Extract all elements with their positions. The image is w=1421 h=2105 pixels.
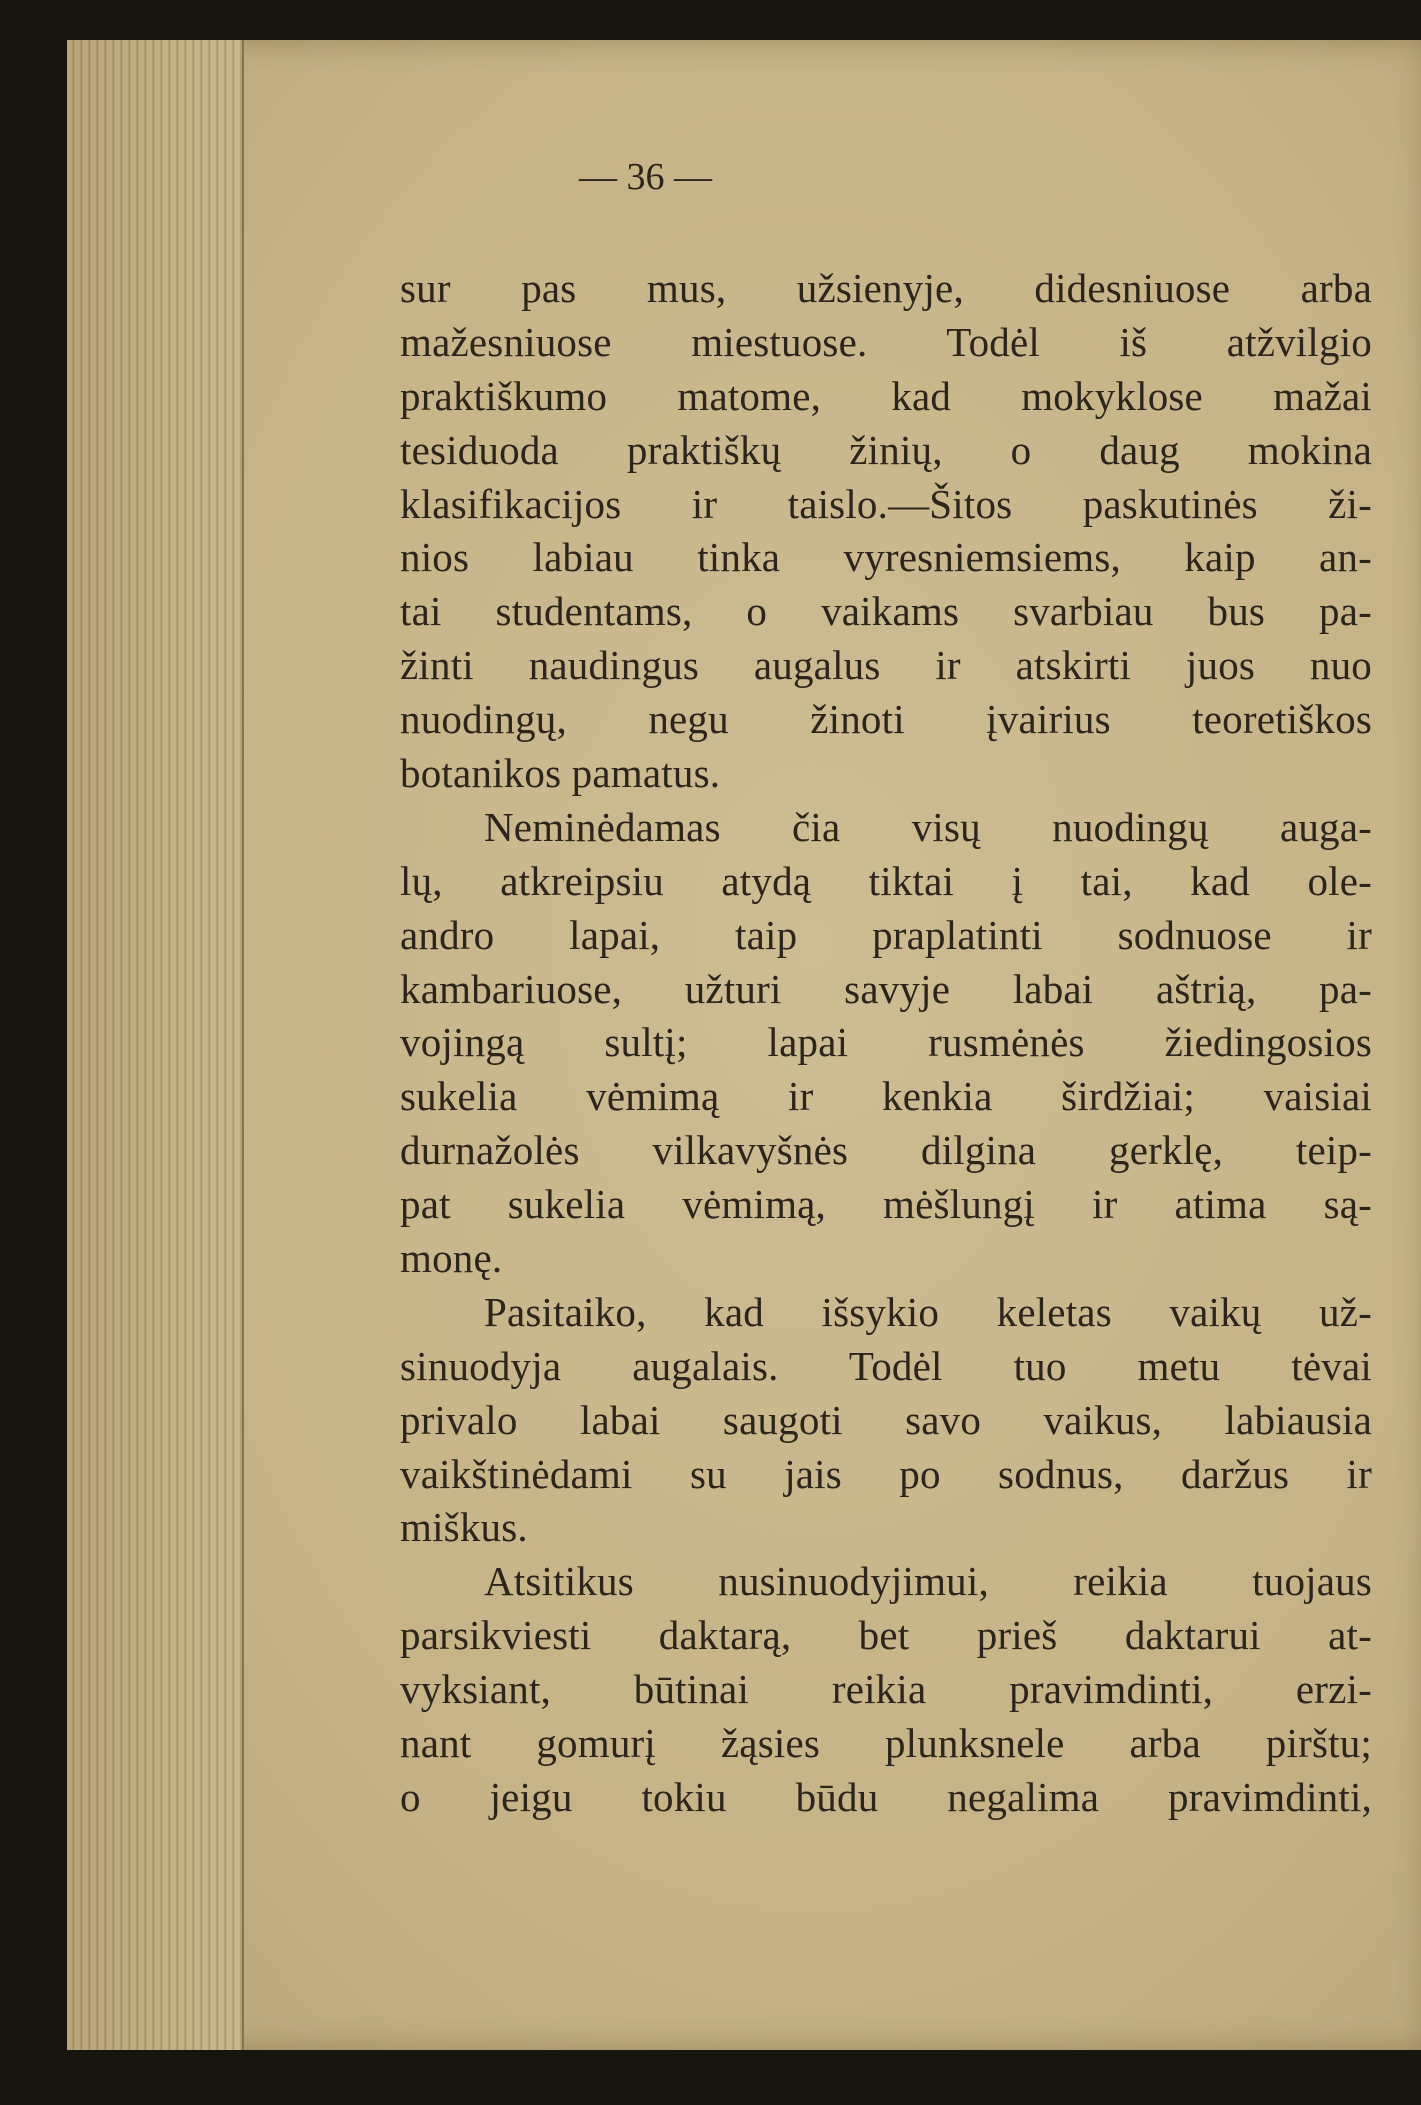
text-line: nant gomurį žąsies plunksnele arba pirštu; xyxy=(400,1720,1372,1767)
page-number-container xyxy=(0,155,1421,199)
text-line: parsikviesti daktarą, bet prieš daktarui at- xyxy=(400,1612,1372,1659)
text-line: pat sukelia vėmimą, mėšlungį ir atima są- xyxy=(400,1181,1372,1228)
text-line: Pasitaiko, kad išsykio keletas vaikų už- xyxy=(484,1288,1372,1335)
text-line: vojingą sultį; lapai rusmėnės žiedingosios xyxy=(400,1019,1372,1066)
text-line: o jeigu tokiu būdu negalima pravimdinti, xyxy=(400,1773,1372,1820)
text-line: sur pas mus, užsienyje, didesniuose arba xyxy=(400,265,1372,311)
text-line: praktiškumo matome, kad mokyklose mažai xyxy=(400,372,1372,419)
text-line: durnažolės vilkavyšnės dilgina gerklę, teip- xyxy=(400,1127,1372,1174)
text-line: kambariuose, užturi savyje labai aštrią, pa- xyxy=(400,965,1372,1012)
page-edge-stack xyxy=(67,40,244,2050)
text-line: privalo labai saugoti savo vaikus, labiausia xyxy=(400,1396,1372,1443)
text-line: žinti naudingus augalus ir atskirti juos nuo xyxy=(400,642,1372,689)
body-text xyxy=(400,262,1372,1825)
text-line: vyksiant, būtinai reikia pravimdinti, erzi- xyxy=(400,1666,1372,1713)
text-line: tai studentams, o vaikams svarbiau bus pa- xyxy=(400,588,1372,635)
text-line: nios labiau tinka vyresniemsiems, kaip an- xyxy=(400,534,1372,581)
text-line: tesiduoda praktiškų žinių, o daug mokina xyxy=(400,426,1372,473)
text-line: vaikštinėdami su jais po sodnus, daržus ir xyxy=(400,1450,1372,1497)
text-line: nuodingų, negu žinoti įvairius teoretiškos xyxy=(400,696,1372,743)
text-line: mažesniuose miestuose. Todėl iš atžvilgio xyxy=(400,318,1372,365)
text-line: sukelia vėmimą ir kenkia širdžiai; vaisiai xyxy=(400,1073,1372,1120)
text-line: klasifikacijos ir taislo.—Šitos paskutinės ži- xyxy=(400,480,1372,527)
text-line: andro lapai, taip praplatinti sodnuose ir xyxy=(400,911,1372,958)
text-line: Neminėdamas čia visų nuodingų auga- xyxy=(484,803,1372,850)
text-line: monę. xyxy=(400,1235,503,1282)
text-line: sinuodyja augalais. Todėl tuo metu tėvai xyxy=(400,1342,1372,1389)
text-line: botanikos pamatus. xyxy=(400,750,721,797)
text-line: lų, atkreipsiu atydą tiktai į tai, kad ole- xyxy=(400,857,1372,904)
text-line: miškus. xyxy=(400,1504,528,1551)
text-line: Atsitikus nusinuodyjimui, reikia tuojaus xyxy=(484,1558,1372,1605)
page-number: — 36 — xyxy=(579,156,712,198)
